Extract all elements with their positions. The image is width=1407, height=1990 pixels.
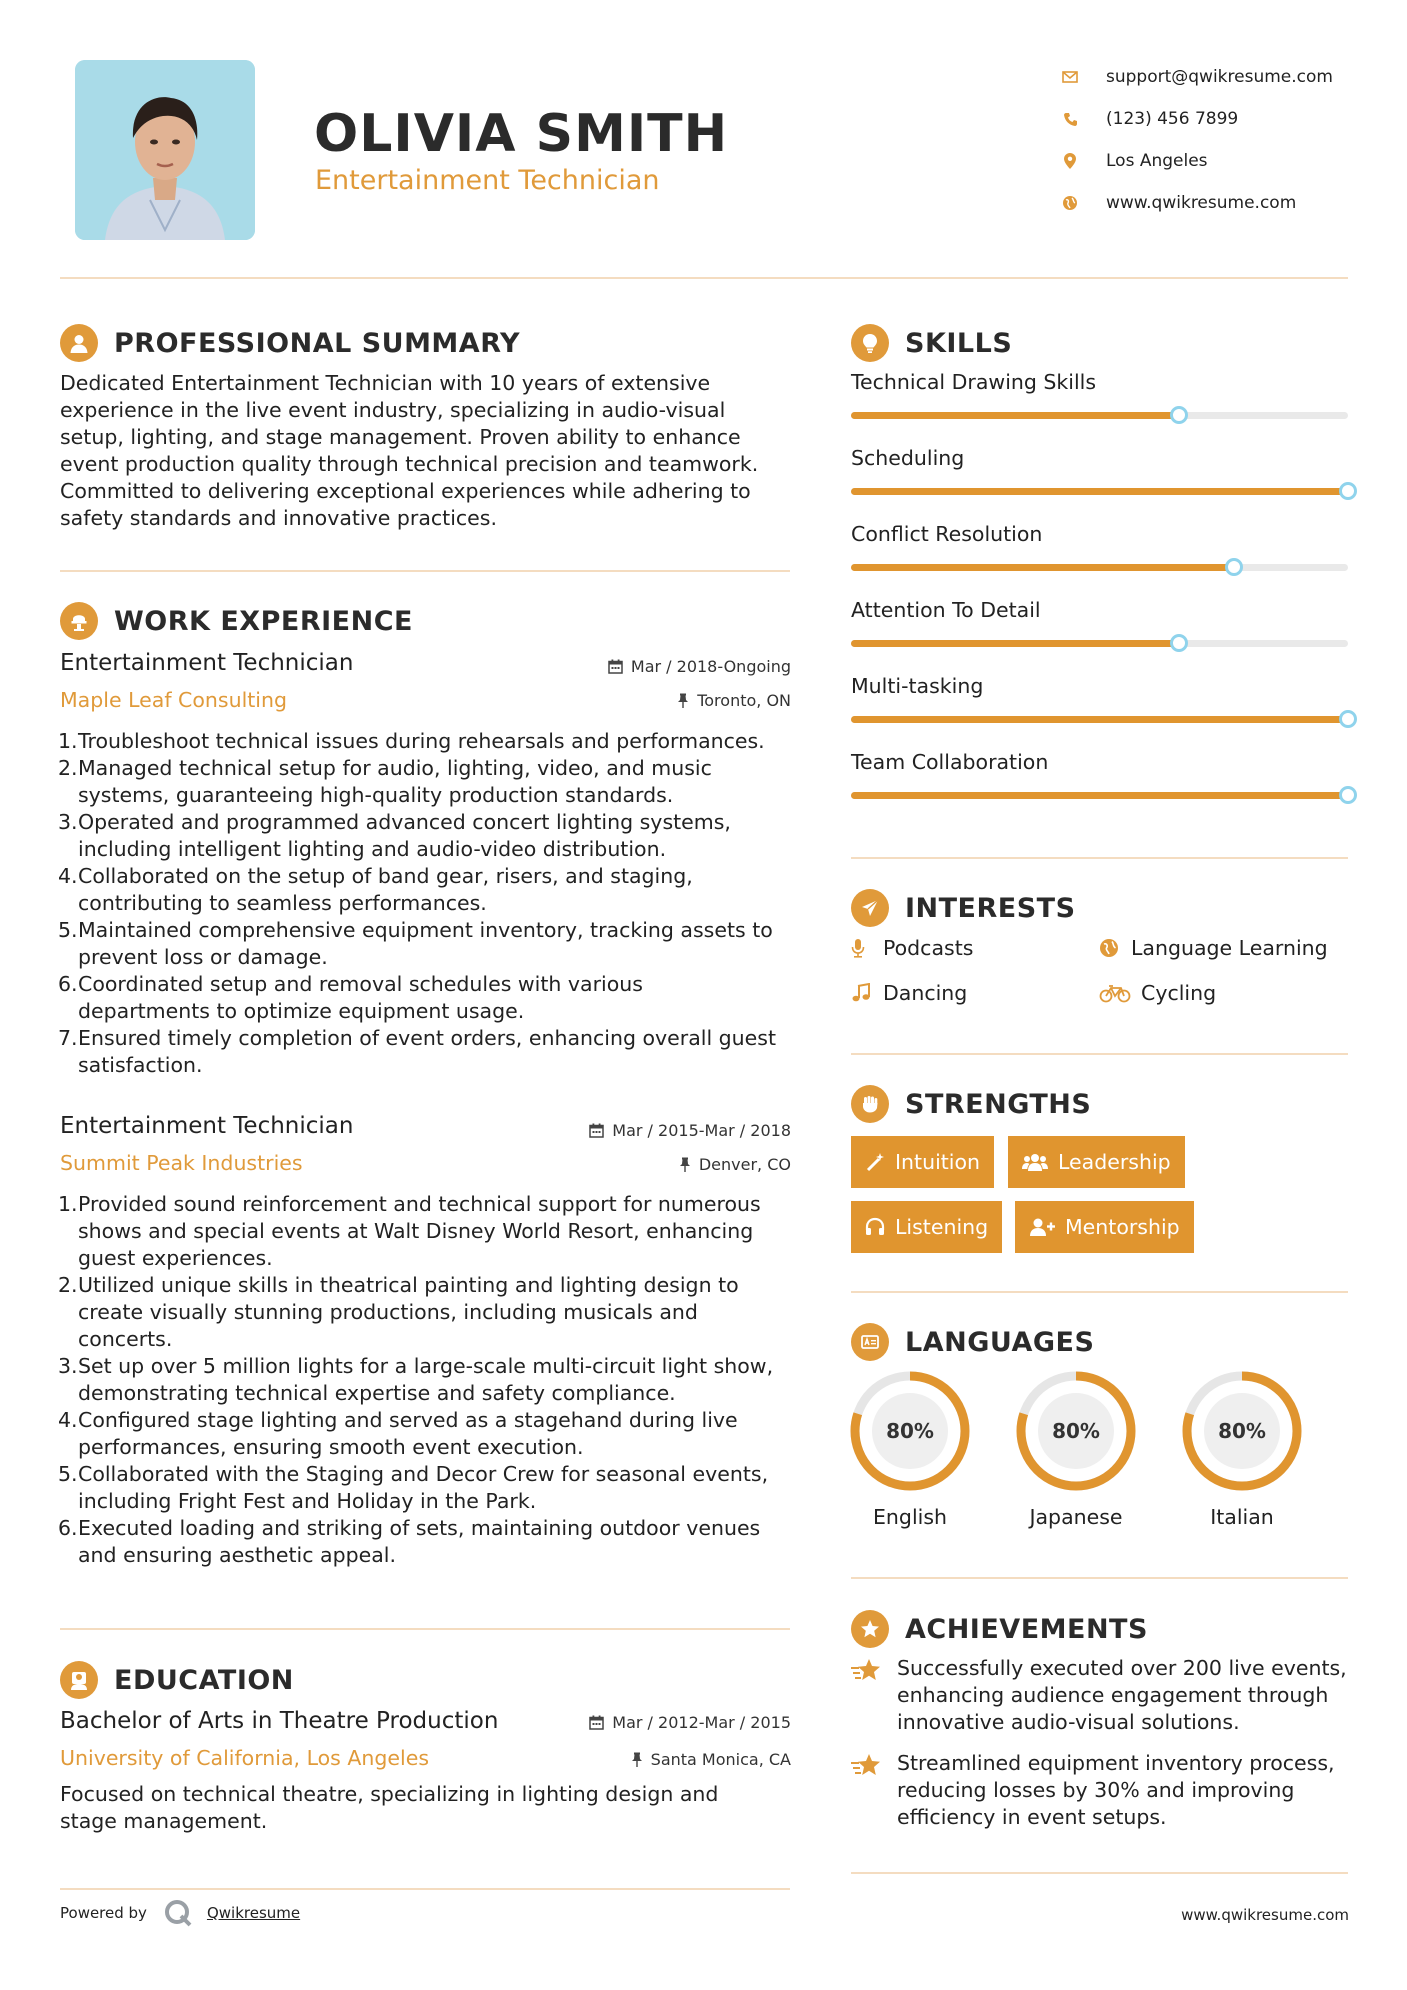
footer-website[interactable]: www.qwikresume.com bbox=[1181, 1906, 1349, 1924]
duty-item: 5. Collaborated with the Staging and Decor Crew for seasonal events, including Fright Fest and Holiday in the Park. bbox=[58, 1462, 769, 1513]
skill-label: Multi-tasking bbox=[851, 674, 984, 698]
job-duties bbox=[58, 728, 798, 1079]
education-location-text: Santa Monica, CA bbox=[650, 1750, 791, 1769]
language-ring bbox=[848, 1369, 972, 1493]
skill-slider-handle[interactable] bbox=[1339, 786, 1357, 804]
job-dates-text: Mar / 2018-Ongoing bbox=[630, 657, 791, 676]
graduate-icon bbox=[60, 1661, 98, 1699]
languages-divider bbox=[851, 1577, 1348, 1579]
interest-item bbox=[851, 936, 973, 960]
duty-item: 4. Collaborated on the setup of band gear, risers, and staging, contributing to seamless performances. bbox=[58, 864, 693, 915]
profile-photo bbox=[75, 60, 255, 240]
star-icon bbox=[851, 1655, 897, 1736]
skill-slider-handle[interactable] bbox=[1170, 406, 1188, 424]
music-note-icon bbox=[851, 983, 883, 1003]
strength-label: Listening bbox=[895, 1215, 989, 1239]
duty-item: 3. Set up over 5 million lights for a large-scale multi-circuit light show, demonstrating technical expertise and safety compliance. bbox=[58, 1354, 774, 1405]
footer-divider-left bbox=[60, 1888, 790, 1890]
summary-divider bbox=[60, 570, 790, 572]
globe-icon bbox=[1050, 195, 1090, 211]
summary-line: setup, lighting, and stage management. Proven ability to enhance bbox=[60, 425, 741, 449]
language-name: Italian bbox=[1210, 1505, 1274, 1529]
star-icon bbox=[851, 1750, 897, 1831]
duty-item: 1. Provided sound reinforcement and technical support for numerous shows and special events at Walt Disney World Resort, enhancing guest experiences. bbox=[58, 1192, 761, 1270]
fist-icon bbox=[851, 1085, 889, 1123]
phone-icon bbox=[1050, 112, 1090, 127]
lightbulb-icon bbox=[851, 324, 889, 362]
summary-line: Committed to delivering exceptional experiences while adhering to bbox=[60, 479, 751, 503]
contact-email-text[interactable]: support@qwikresume.com bbox=[1106, 67, 1333, 87]
achievements-heading bbox=[851, 1610, 1148, 1648]
skill-slider-handle[interactable] bbox=[1339, 710, 1357, 728]
interest-item bbox=[851, 981, 967, 1005]
skill-label: Attention To Detail bbox=[851, 598, 1041, 622]
job-company: Maple Leaf Consulting bbox=[60, 688, 288, 712]
summary-heading bbox=[60, 324, 520, 362]
summary-line: safety standards and innovative practices. bbox=[60, 506, 497, 530]
interests-title: INTERESTS bbox=[905, 892, 1076, 924]
duty-item: 7. Ensured timely completion of event orders, enhancing overall guest satisfaction. bbox=[58, 1026, 777, 1077]
language-percent: 80% bbox=[886, 1419, 934, 1443]
skill-label: Scheduling bbox=[851, 446, 965, 470]
strengths-heading bbox=[851, 1085, 1091, 1123]
contact-phone-text: (123) 456 7899 bbox=[1106, 109, 1239, 129]
school: University of California, Los Angeles bbox=[60, 1746, 430, 1770]
calendar-icon bbox=[608, 659, 623, 674]
strength-badge bbox=[851, 1201, 1002, 1253]
header-divider bbox=[60, 277, 1348, 279]
job-dates bbox=[608, 657, 791, 676]
strength-label: Leadership bbox=[1058, 1150, 1171, 1174]
calendar-icon bbox=[589, 1715, 604, 1730]
strength-badge bbox=[851, 1136, 994, 1188]
contact-website bbox=[1050, 182, 1390, 224]
interest-label: Cycling bbox=[1141, 981, 1217, 1005]
skill-fill bbox=[851, 716, 1348, 723]
microphone-icon bbox=[851, 938, 883, 958]
education-location bbox=[631, 1750, 791, 1769]
duty-item: 4. Configured stage lighting and served as a stagehand during live performances, ensuring smooth event execution. bbox=[58, 1408, 738, 1459]
language-name: English bbox=[872, 1505, 948, 1529]
contact-email bbox=[1050, 56, 1390, 98]
education-dates-text: Mar / 2012-Mar / 2015 bbox=[612, 1713, 791, 1732]
user-plus-icon bbox=[1029, 1217, 1055, 1237]
duty-item: 3. Operated and programmed advanced concert lighting systems, including intelligent lighting and audio-video distribution. bbox=[58, 810, 731, 861]
experience-heading bbox=[60, 602, 413, 640]
language-name: Japanese bbox=[1029, 1505, 1123, 1529]
duty-item: 6. Coordinated setup and removal schedules with various departments to optimize equipment usage. bbox=[58, 972, 643, 1023]
skill-fill bbox=[851, 564, 1234, 571]
contact-block bbox=[1050, 56, 1390, 224]
magic-wand-icon bbox=[865, 1152, 885, 1172]
language-item bbox=[1014, 1369, 1138, 1529]
skill-slider-handle[interactable] bbox=[1339, 482, 1357, 500]
footer-powered-by bbox=[60, 1898, 300, 1928]
summary-line: event production quality through technical precision and teamwork. bbox=[60, 452, 759, 476]
skill-track bbox=[851, 412, 1348, 419]
skill-label: Technical Drawing Skills bbox=[851, 370, 1097, 394]
strength-badge bbox=[1015, 1201, 1194, 1253]
language-ring bbox=[1014, 1369, 1138, 1493]
job-location-text: Denver, CO bbox=[698, 1155, 791, 1174]
pushpin-icon bbox=[677, 693, 689, 708]
education-line: stage management. bbox=[60, 1809, 268, 1833]
strengths-title: STRENGTHS bbox=[905, 1088, 1092, 1120]
envelope-icon bbox=[1050, 71, 1090, 83]
candidate-title: Entertainment Technician bbox=[315, 165, 660, 196]
skill-item bbox=[851, 598, 1348, 622]
language-percent: 80% bbox=[1052, 1419, 1100, 1443]
skill-item bbox=[851, 370, 1348, 394]
summary-line: Dedicated Entertainment Technician with 10 years of extensive bbox=[60, 371, 711, 395]
duty-item: 2. Managed technical setup for audio, lighting, video, and music systems, guaranteeing high-quality production standards. bbox=[58, 756, 712, 807]
job-location bbox=[677, 691, 791, 710]
job-dates bbox=[589, 1121, 791, 1140]
summary-title: PROFESSIONAL SUMMARY bbox=[114, 327, 521, 359]
pushpin-icon bbox=[631, 1752, 643, 1767]
paper-plane-icon bbox=[851, 889, 889, 927]
user-icon bbox=[60, 324, 98, 362]
education-title: EDUCATION bbox=[114, 1664, 294, 1696]
language-item bbox=[848, 1369, 972, 1529]
languages-title: LANGUAGES bbox=[905, 1326, 1095, 1358]
language-ring bbox=[1180, 1369, 1304, 1493]
education-dates bbox=[589, 1713, 791, 1732]
powered-by-text: Powered by bbox=[60, 1904, 147, 1922]
skill-fill bbox=[851, 412, 1179, 419]
language-icon bbox=[851, 1323, 889, 1361]
pushpin-icon bbox=[679, 1157, 691, 1172]
globe-icon bbox=[1099, 938, 1131, 958]
skill-item bbox=[851, 674, 1348, 698]
skill-slider-handle[interactable] bbox=[1225, 558, 1243, 576]
bicycle-icon bbox=[1099, 983, 1141, 1003]
skill-item bbox=[851, 522, 1348, 546]
education-line: Focused on technical theatre, specializing in lighting design and bbox=[60, 1782, 719, 1806]
strength-label: Intuition bbox=[895, 1150, 981, 1174]
job-duties bbox=[58, 1191, 798, 1569]
skill-fill bbox=[851, 792, 1348, 799]
qwikresume-link[interactable]: Qwikresume bbox=[206, 1904, 301, 1922]
interest-label: Language Learning bbox=[1131, 936, 1328, 960]
duty-item: 1. Troubleshoot technical issues during rehearsals and performances. bbox=[58, 729, 765, 753]
interest-item bbox=[1099, 981, 1216, 1005]
skills-divider bbox=[851, 857, 1348, 859]
experience-title: WORK EXPERIENCE bbox=[114, 605, 413, 637]
candidate-name: OLIVIA SMITH bbox=[314, 104, 729, 164]
skill-track bbox=[851, 792, 1348, 799]
summary-text bbox=[60, 370, 820, 532]
skills-title: SKILLS bbox=[905, 327, 1013, 359]
strength-badge bbox=[1008, 1136, 1185, 1188]
strengths-divider bbox=[851, 1291, 1348, 1293]
skill-track bbox=[851, 564, 1348, 571]
achievement-item bbox=[851, 1655, 1361, 1736]
achievement-text: Streamlined equipment inventory process, reducing losses by 30% and improving efficiency in event setups. bbox=[897, 1751, 1335, 1829]
skill-item bbox=[851, 446, 1348, 470]
interest-item bbox=[1099, 936, 1328, 960]
job-company: Summit Peak Industries bbox=[60, 1151, 303, 1175]
achievement-item bbox=[851, 1750, 1361, 1831]
language-item bbox=[1180, 1369, 1304, 1529]
skill-label: Team Collaboration bbox=[851, 750, 1049, 774]
skill-slider-handle[interactable] bbox=[1170, 634, 1188, 652]
headphones-icon bbox=[865, 1217, 885, 1237]
interests-heading bbox=[851, 889, 1076, 927]
skill-track bbox=[851, 716, 1348, 723]
experience-divider bbox=[60, 1628, 790, 1630]
contact-location bbox=[1050, 140, 1390, 182]
map-pin-icon bbox=[1050, 153, 1090, 169]
skill-fill bbox=[851, 640, 1179, 647]
interests-divider bbox=[851, 1053, 1348, 1055]
job-dates-text: Mar / 2015-Mar / 2018 bbox=[612, 1121, 791, 1140]
degree: Bachelor of Arts in Theatre Production bbox=[60, 1708, 499, 1734]
skills-heading bbox=[851, 324, 1012, 362]
achievement-text: Successfully executed over 200 live events, enhancing audience engagement through innovative audio-visual solutions. bbox=[897, 1656, 1347, 1734]
summary-line: experience in the live event industry, specializing in audio-visual bbox=[60, 398, 726, 422]
contact-phone bbox=[1050, 98, 1390, 140]
job-location-text: Toronto, ON bbox=[697, 691, 791, 710]
briefcase-icon bbox=[60, 602, 98, 640]
interest-label: Dancing bbox=[883, 981, 968, 1005]
education-heading bbox=[60, 1661, 294, 1699]
languages-heading bbox=[851, 1323, 1094, 1361]
star-badge-icon bbox=[851, 1610, 889, 1648]
duty-item: 2. Utilized unique skills in theatrical painting and lighting design to create visually stunning productions, including musicals and concerts. bbox=[58, 1273, 739, 1351]
users-icon bbox=[1022, 1152, 1048, 1172]
skill-track bbox=[851, 488, 1348, 495]
achievements-title: ACHIEVEMENTS bbox=[905, 1613, 1148, 1645]
education-description bbox=[60, 1781, 820, 1835]
qwikresume-logo-icon bbox=[163, 1898, 193, 1928]
contact-website-text[interactable]: www.qwikresume.com bbox=[1106, 193, 1297, 213]
duty-item: 6. Executed loading and striking of sets, maintaining outdoor venues and ensuring aesthetic appeal. bbox=[58, 1516, 761, 1567]
job-location bbox=[679, 1155, 791, 1174]
skill-label: Conflict Resolution bbox=[851, 522, 1043, 546]
skill-track bbox=[851, 640, 1348, 647]
skill-item bbox=[851, 750, 1348, 774]
job-role: Entertainment Technician bbox=[60, 1113, 354, 1139]
footer-divider-right bbox=[851, 1872, 1348, 1874]
calendar-icon bbox=[589, 1123, 604, 1138]
contact-location-text: Los Angeles bbox=[1106, 151, 1208, 171]
duty-item: 5. Maintained comprehensive equipment inventory, tracking assets to prevent loss or damage. bbox=[58, 918, 773, 969]
language-percent: 80% bbox=[1218, 1419, 1266, 1443]
job-role: Entertainment Technician bbox=[60, 650, 354, 676]
strength-label: Mentorship bbox=[1065, 1215, 1180, 1239]
interest-label: Podcasts bbox=[883, 936, 974, 960]
skill-fill bbox=[851, 488, 1348, 495]
